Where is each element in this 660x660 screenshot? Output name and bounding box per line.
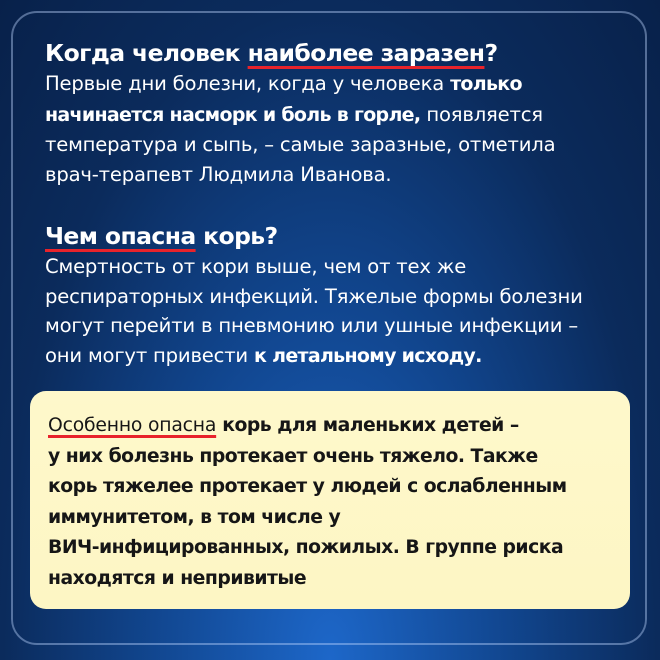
text-line: ВИЧ-инфицированных, пожилых. В группе риска [48, 537, 564, 558]
text-line: респираторных инфекций. Тяжелые формы болезни [45, 284, 583, 308]
heading-danger [45, 220, 635, 252]
heading-contagious [45, 37, 635, 69]
text-line: температура и сыпь, – самые заразные, отметила [45, 133, 556, 156]
card-text [48, 411, 612, 594]
text-line: врач-терапевт Людмила Иванова. [45, 162, 392, 186]
text-line: Особенно опасна корь для маленьких детей – [48, 415, 519, 436]
heading-question-mark: ? [484, 39, 498, 67]
heading-underlined-text: наиболее заразен [247, 39, 485, 67]
text-line: могут перейти в пневмонию или ушные инфекции – [45, 314, 578, 337]
heading-underlined-text: Чем опасна [45, 222, 196, 250]
section-danger [45, 220, 635, 371]
text-line: иммунитетом, в том числе у [48, 506, 341, 528]
text-line: они могут привести к летальному исходу. [45, 343, 482, 367]
text-line: у них болезнь протекает очень тяжело. Также [48, 445, 538, 467]
bold-phrase: к летальному исходу. [254, 344, 482, 367]
bold-phrase: начинается насморк и боль в горле, [45, 103, 421, 126]
card-underlined-text: Особенно опасна [48, 415, 217, 436]
paragraph-danger [45, 252, 635, 371]
text-line: находятся и непривитые [48, 567, 307, 589]
heading-text: корь? [195, 222, 278, 250]
text-line: корь тяжелее протекает у людей с ослабленным [48, 476, 567, 497]
bold-phrase: только [450, 73, 522, 95]
highlight-card [30, 391, 630, 609]
text-line: Смертность от кори выше, чем от тех же [45, 255, 467, 278]
section-contagious [45, 37, 635, 189]
text-line: Первые дни болезни, когда у человека только [45, 72, 522, 95]
text-line: начинается насморк и боль в горле, появляется [45, 102, 543, 126]
heading-text: Когда человек [45, 39, 248, 67]
paragraph-contagious [45, 69, 635, 189]
